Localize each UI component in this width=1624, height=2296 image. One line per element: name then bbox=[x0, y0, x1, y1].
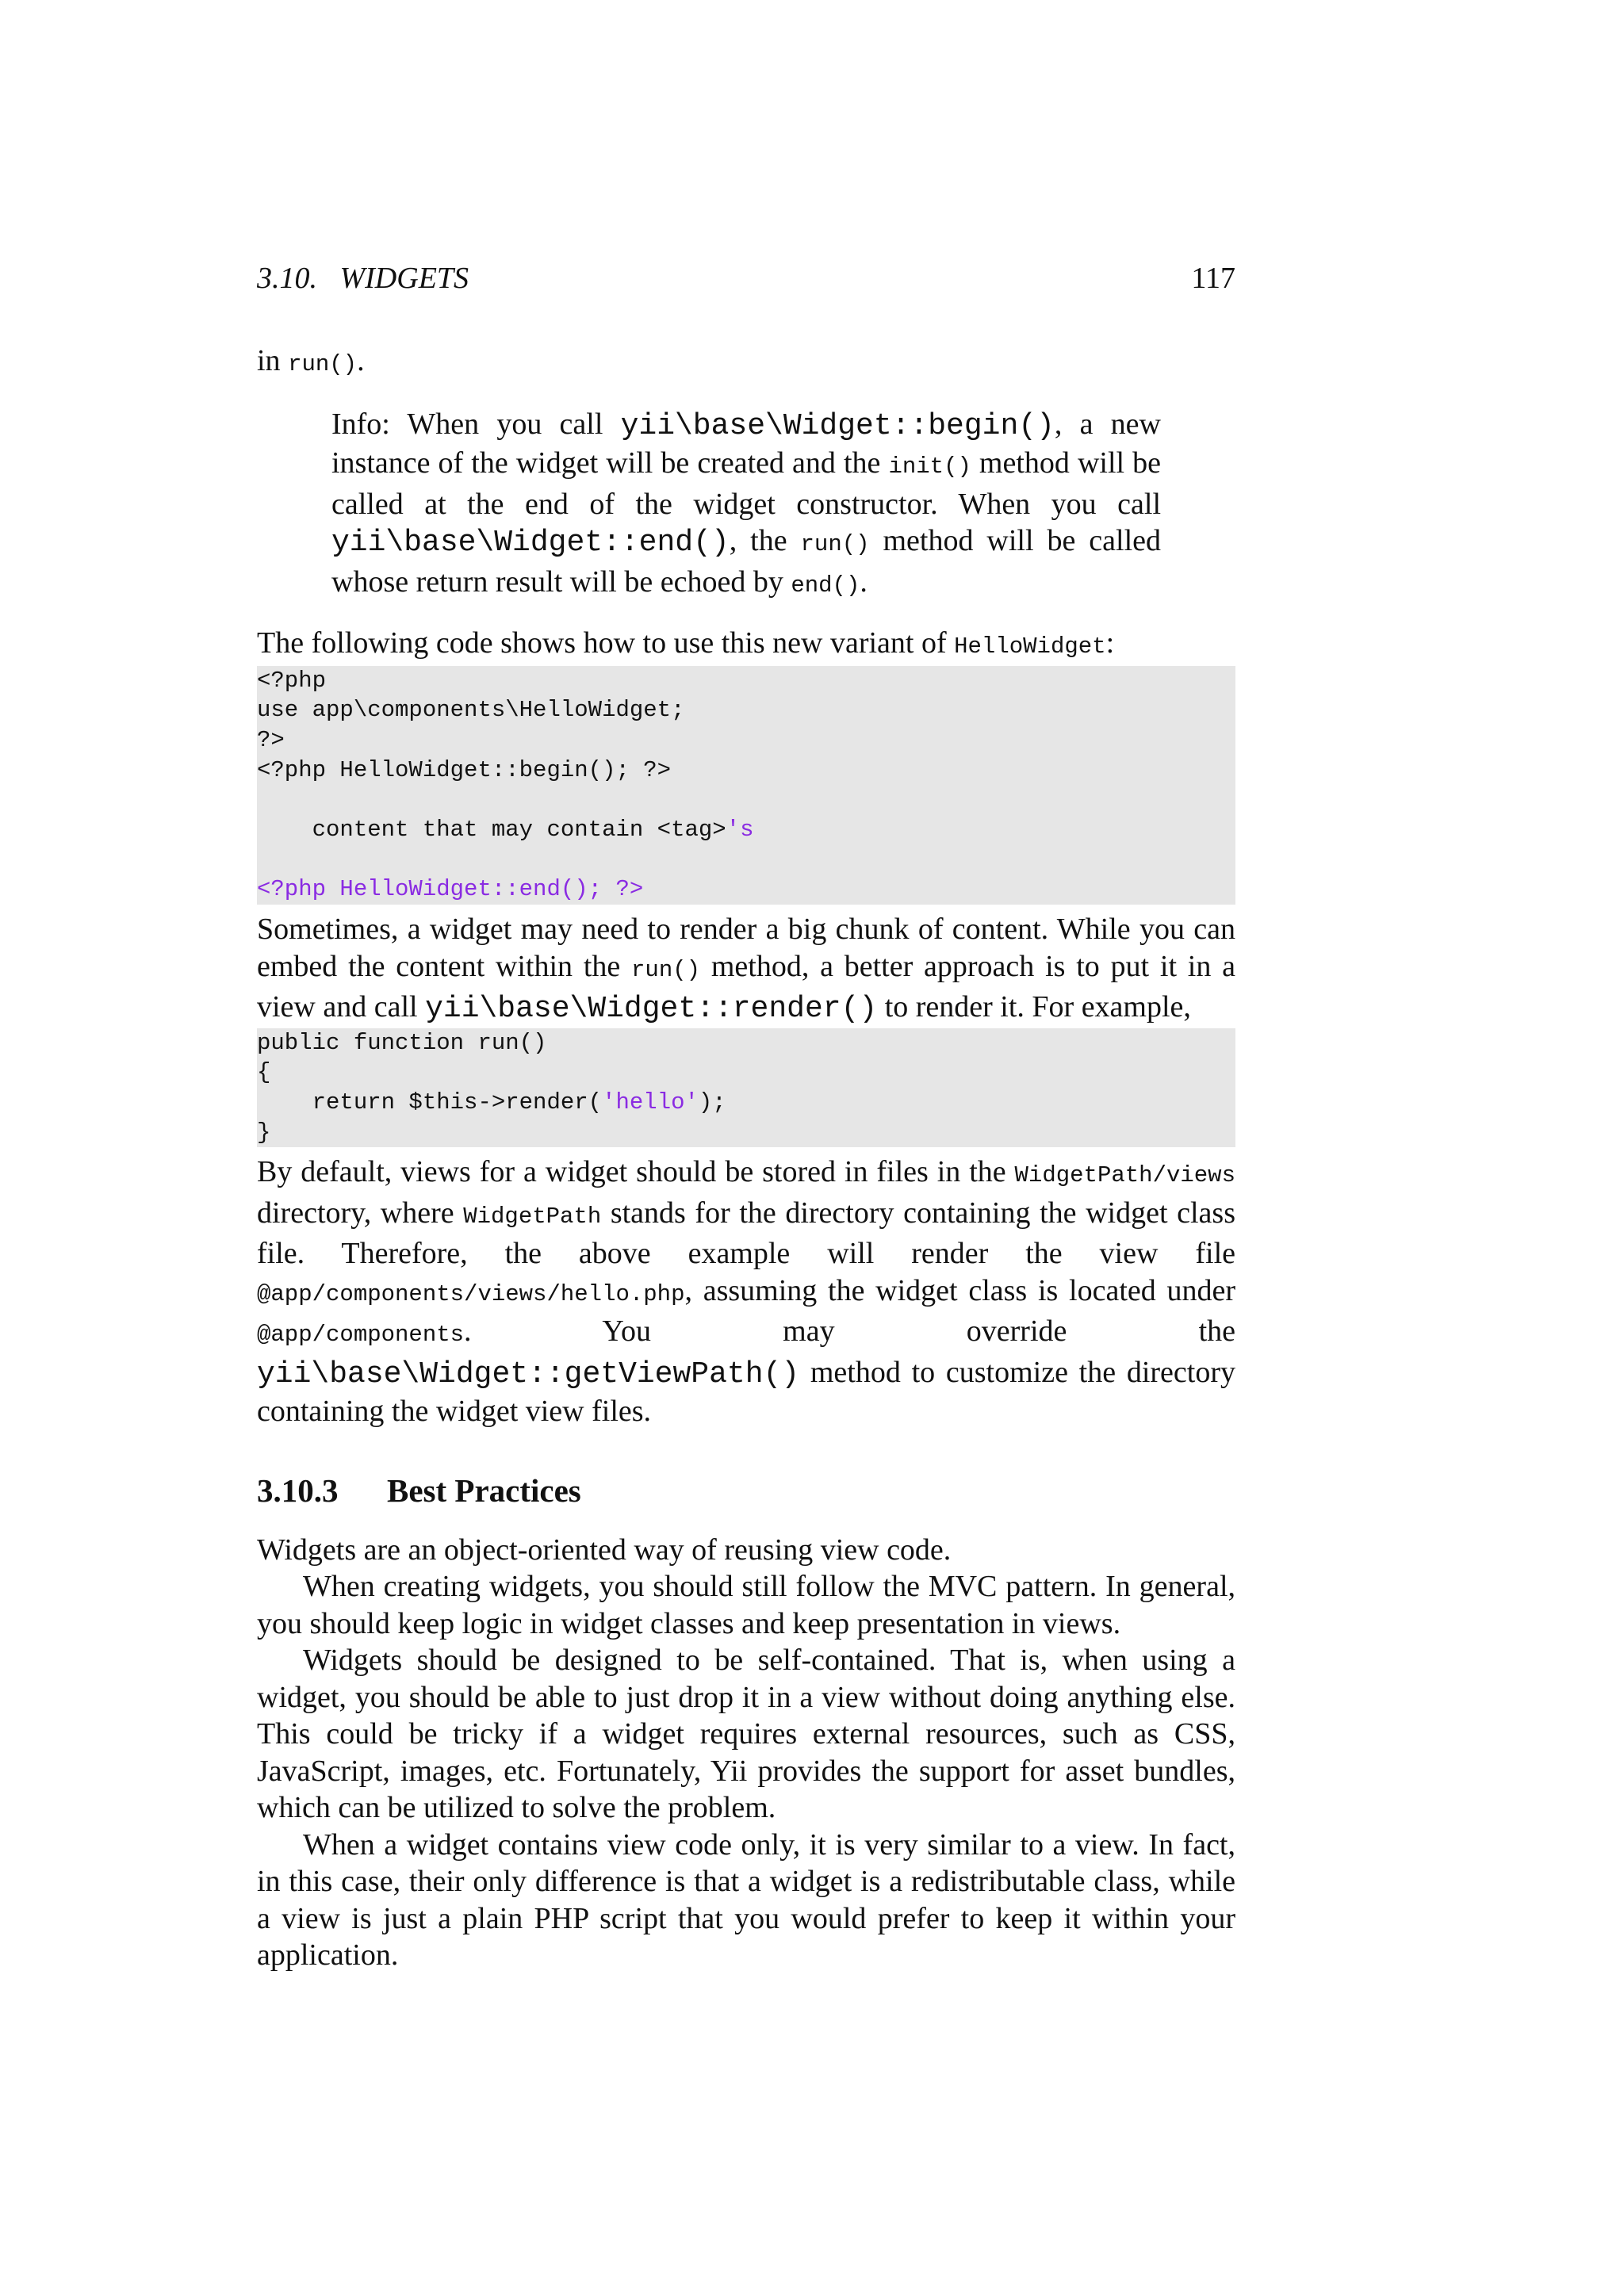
intro-line: in run(). bbox=[257, 344, 365, 377]
best-practices-p3: Widgets should be designed to be self-contained. That is, when using a widget, you should be able to just drop it in a view without doing anything else. This could be tricky if a widget requires external resources, such as CSS, JavaScript, images, etc. Fortunately, Yii provides the support for asset bundles, which can be utilized to solve the problem. bbox=[257, 1644, 1235, 1825]
info-note: Info: When you call yii\base\Widget::begin(), a new instance of the widget will be created and the init() method will be called at the end of the widget constructor. When you call yii\base\Widget::end(), the run() method will be called whose return result will be echoed by end(). bbox=[331, 407, 1162, 599]
page-number: 117 bbox=[1191, 262, 1235, 295]
code-block-hello-widget: <?php use app\components\HelloWidget; ?> <?php HelloWidget::begin(); ?> content that may contain <tag>'s <?php HelloWidget::end(); ?> bbox=[257, 666, 1235, 905]
section-title: Best Practices bbox=[387, 1471, 581, 1509]
best-practices-p2: When creating widgets, you should still follow the MVC pattern. In general, you should keep logic in widget classes and keep presentation in views. bbox=[257, 1570, 1235, 1640]
code-end-ref: yii\base\Widget::end() bbox=[331, 526, 730, 560]
code-block-run-method: public function run() { return $this->render('hello'); } bbox=[257, 1028, 1235, 1148]
running-header bbox=[257, 258, 1235, 298]
section-heading bbox=[257, 1470, 1235, 1511]
running-header-section: 3.10. WIDGETS bbox=[257, 262, 469, 295]
para-following: The following code shows how to use this new variant of HelloWidget: bbox=[257, 626, 1115, 660]
section-number: 3.10.3 bbox=[257, 1471, 339, 1509]
para-sometimes: Sometimes, a widget may need to render a big chunk of content. While you can embed the content within the run() method, a better approach is to put it in a view and call yii\base\Widget::render() to render it. For example, bbox=[257, 913, 1235, 1026]
best-practices-p1: Widgets are an object-oriented way of reusing view code. bbox=[257, 1533, 952, 1567]
page-body bbox=[257, 342, 1235, 1974]
para-default-views: By default, views for a widget should be stored in files in the WidgetPath/views directory, where WidgetPath stands for the directory containing the widget class file. Therefore, the above example will render the view file @app/components/views/hello.php, assuming the widget class is located under @app/components. You may override the yii\base\Widget::getViewPath() method to customize the directory containing the widget view files. bbox=[257, 1155, 1235, 1429]
code-begin-ref: yii\base\Widget::begin() bbox=[620, 408, 1055, 443]
best-practices-p4: When a widget contains view code only, it is very similar to a view. In fact, in this case, their only difference is that a widget is a redistributable class, while a view is just a plain PHP script that you would prefer to keep it within your application. bbox=[257, 1827, 1235, 1973]
